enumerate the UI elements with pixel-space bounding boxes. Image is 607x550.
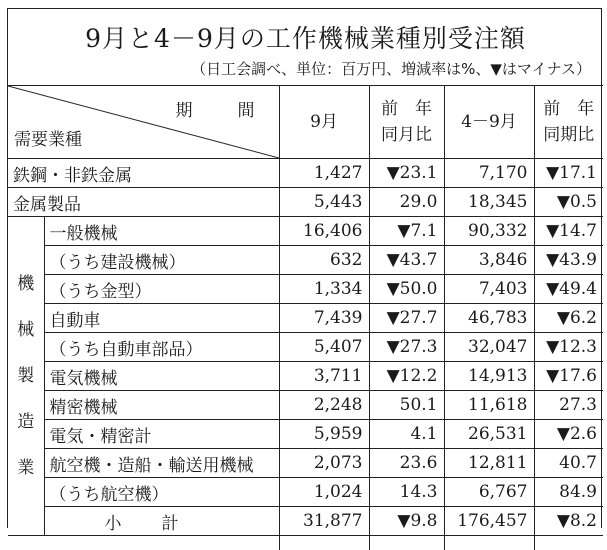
value-sep: 3,711 (279, 362, 369, 391)
value-sep: 2,248 (279, 391, 369, 420)
value-sep: 632 (279, 246, 369, 275)
row-label: （うち航空機） (44, 478, 279, 507)
value-sep: 5,443 (279, 188, 369, 217)
value-apr-sep: 46,783 (444, 304, 534, 333)
row-label: 鉄鋼・非鉄金属 (8, 159, 279, 188)
value-yoy-period: ▼49.4 (534, 275, 603, 304)
value-yoy-period: ▼17.6 (534, 362, 603, 391)
value-apr-sep: 14,913 (444, 362, 534, 391)
table-row (8, 333, 603, 362)
value-sep: 7,439 (279, 304, 369, 333)
value-apr-sep: 176,457 (444, 507, 534, 536)
value-yoy-period: ▼0.5 (534, 188, 603, 217)
value-yoy-period: 27.3 (534, 391, 603, 420)
value-yoy-period: ▼2.6 (534, 420, 603, 449)
row-label: 航空機・造船・輸送用機械 (44, 449, 279, 478)
value-sep: 5,407 (279, 333, 369, 362)
table-row (8, 478, 603, 507)
value-sep: 1,334 (279, 275, 369, 304)
value-sep: 1,427 (279, 159, 369, 188)
subtotal-row (8, 507, 603, 536)
value-yoy-month: 4.1 (369, 420, 444, 449)
value-yoy-period: ▼12.3 (534, 333, 603, 362)
table-title: 9月と4－9月の工作機械業種別受注額 (8, 19, 603, 55)
table-row (8, 217, 603, 246)
value-apr-sep: 18,345 (444, 188, 534, 217)
row-label: （うち金型） (44, 275, 279, 304)
value-sep: 5,959 (279, 420, 369, 449)
value-yoy-month: ▼50.0 (369, 275, 444, 304)
value-yoy-period: ▼6.2 (534, 304, 603, 333)
row-label: 金属製品 (8, 188, 279, 217)
value-apr-sep: 12,811 (444, 449, 534, 478)
row-label: 自動車 (44, 304, 279, 333)
table-row (8, 275, 603, 304)
value-yoy-period: ▼43.9 (534, 246, 603, 275)
header-demand: 需要業種 (14, 125, 82, 150)
value-yoy-month: ▼12.2 (369, 362, 444, 391)
value-yoy-month: 29.0 (369, 188, 444, 217)
value-apr-sep: 32,047 (444, 333, 534, 362)
value-yoy-month: ▼9.8 (369, 507, 444, 536)
value-yoy-period: ▼17.1 (534, 159, 603, 188)
header-yoy-period: 前 年 同期比 (534, 86, 603, 159)
value-yoy-month: 23.6 (369, 449, 444, 478)
value-yoy-month: ▼27.7 (369, 304, 444, 333)
table-frame (7, 8, 602, 528)
table-row (8, 188, 603, 217)
table-row (8, 304, 603, 333)
value-apr-sep: 11,618 (444, 391, 534, 420)
header-apr-sep: 4－9月 (444, 86, 534, 159)
value-yoy-period: 84.9 (534, 478, 603, 507)
header-period: 期 間 (176, 96, 269, 121)
value-apr-sep: 7,170 (444, 159, 534, 188)
row-label: （うち建設機械） (44, 246, 279, 275)
table-row (8, 420, 603, 449)
table-row (8, 391, 603, 420)
header-yoy-month: 前 年 同月比 (369, 86, 444, 159)
table-row-cutoff (8, 536, 603, 550)
value-apr-sep: 26,531 (444, 420, 534, 449)
row-label: （うち自動車部品） (44, 333, 279, 362)
value-yoy-period: ▼8.2 (534, 507, 603, 536)
value-sep: 1,024 (279, 478, 369, 507)
table-subtitle: （日工会調べ、単位：百万円、増減率は%、▼はマイナス） (191, 58, 591, 79)
value-apr-sep: 90,332 (444, 217, 534, 246)
value-apr-sep: 3,846 (444, 246, 534, 275)
value-apr-sep: 6,767 (444, 478, 534, 507)
row-label: 電気機械 (44, 362, 279, 391)
table-row (8, 362, 603, 391)
value-yoy-month: ▼7.1 (369, 217, 444, 246)
header-corner-cell (8, 86, 279, 159)
row-label: 電気・精密計 (44, 420, 279, 449)
header-sep: 9月 (279, 86, 369, 159)
value-yoy-period: ▼14.7 (534, 217, 603, 246)
table-row (8, 246, 603, 275)
value-yoy-period: 40.7 (534, 449, 603, 478)
group-label-machinery: 機 械 製 造 業 (8, 217, 44, 536)
subtotal-label: 小計 (44, 507, 279, 536)
row-label: 一般機械 (44, 217, 279, 246)
value-yoy-month: 50.1 (369, 391, 444, 420)
table-row (8, 449, 603, 478)
value-yoy-month: ▼43.7 (369, 246, 444, 275)
value-sep: 16,406 (279, 217, 369, 246)
value-yoy-month: ▼23.1 (369, 159, 444, 188)
table-row (8, 159, 603, 188)
value-sep: 31,877 (279, 507, 369, 536)
row-label: 精密機械 (44, 391, 279, 420)
header-row (8, 86, 603, 159)
orders-table (8, 85, 603, 550)
value-yoy-month: ▼27.3 (369, 333, 444, 362)
value-yoy-month: 14.3 (369, 478, 444, 507)
value-sep: 2,073 (279, 449, 369, 478)
value-apr-sep: 7,403 (444, 275, 534, 304)
